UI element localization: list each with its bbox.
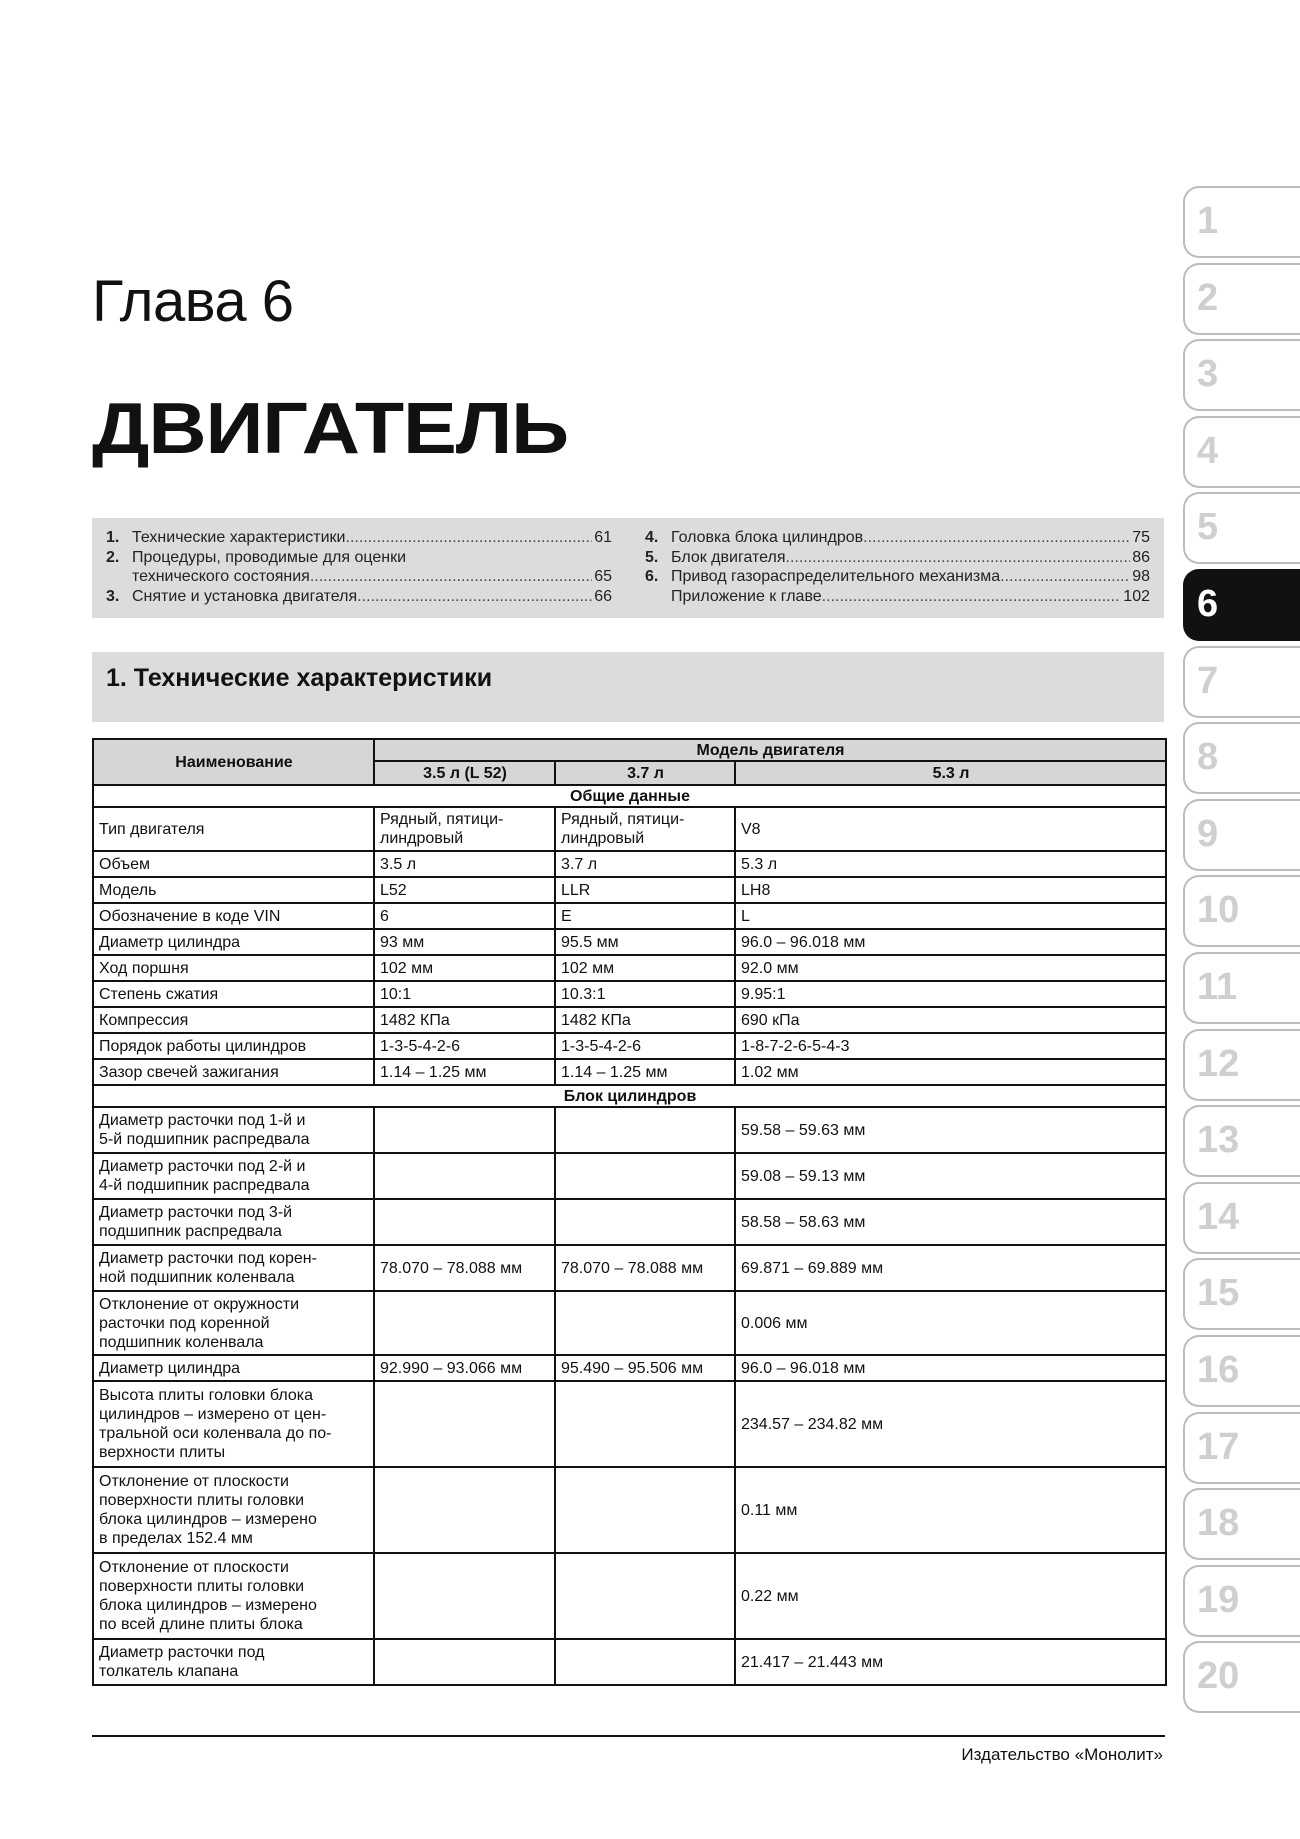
param-value: 10.3:1 — [555, 981, 735, 1007]
param-value — [374, 1153, 555, 1199]
param-value — [555, 1467, 735, 1553]
toc-item[interactable] — [106, 528, 612, 548]
param-name: Отклонение от плоскости поверхности плиты головки блока цилиндров – измерено по всей длине плиты блока — [93, 1553, 374, 1639]
toc-page-number: 86 — [1132, 548, 1150, 566]
chapter-tab-label: 20 — [1197, 1655, 1240, 1698]
header-model: 3.5 л (L 52) — [374, 761, 555, 785]
chapter-tab-18[interactable] — [1183, 1488, 1300, 1560]
table-row — [93, 1381, 1166, 1467]
param-name: Зазор свечей зажигания — [93, 1059, 374, 1085]
header-name: Наименование — [93, 739, 374, 785]
param-name: Объем — [93, 851, 374, 877]
chapter-tab-label: 12 — [1197, 1042, 1240, 1085]
chapter-tab-12[interactable] — [1183, 1029, 1300, 1101]
chapter-title: ДВИГАТЕЛЬ — [92, 389, 569, 469]
chapter-tab-8[interactable] — [1183, 722, 1300, 794]
table-row — [93, 1291, 1166, 1355]
param-value: 59.08 – 59.13 мм — [735, 1153, 1166, 1199]
param-value: 1482 КПа — [374, 1007, 555, 1033]
param-value: 69.871 – 69.889 мм — [735, 1245, 1166, 1291]
param-value: E — [555, 903, 735, 929]
toc-entry — [671, 587, 1150, 607]
chapter-tab-label: 16 — [1197, 1349, 1240, 1391]
chapter-tab-3[interactable] — [1183, 339, 1300, 411]
chapter-tab-11[interactable] — [1183, 952, 1300, 1024]
toc-item[interactable] — [645, 587, 1150, 607]
chapter-tab-13[interactable] — [1183, 1105, 1300, 1177]
param-name: Диаметр расточки под 3-й подшипник распредвала — [93, 1199, 374, 1245]
param-value — [374, 1381, 555, 1467]
toc-number: 3. — [106, 587, 120, 605]
chapter-tab-14[interactable] — [1183, 1182, 1300, 1254]
table-row — [93, 1553, 1166, 1639]
param-name: Компрессия — [93, 1007, 374, 1033]
table-of-contents — [92, 518, 1164, 618]
param-value: 690 кПа — [735, 1007, 1166, 1033]
table-row — [93, 1059, 1166, 1085]
toc-page-number: 65 — [594, 568, 612, 585]
chapter-tab-label: 13 — [1197, 1119, 1240, 1162]
chapter-tab-5[interactable] — [1183, 492, 1300, 564]
chapter-tab-label: 6 — [1197, 583, 1219, 625]
param-value: L — [735, 903, 1166, 929]
chapter-tab-label: 3 — [1197, 353, 1219, 396]
toc-number: 4. — [645, 529, 659, 546]
chapter-tab-16[interactable] — [1183, 1335, 1300, 1407]
chapter-tab-label: 15 — [1197, 1272, 1240, 1315]
param-value: 0.006 мм — [735, 1291, 1166, 1355]
toc-item[interactable] — [645, 548, 1150, 568]
param-name: Модель — [93, 877, 374, 903]
table-row — [93, 1467, 1166, 1553]
table-row — [93, 1355, 1166, 1381]
toc-item[interactable] — [645, 567, 1150, 587]
toc-leader-dots — [310, 567, 592, 587]
param-value — [374, 1467, 555, 1553]
toc-entry-text: Привод газораспределительного механизма — [671, 568, 1001, 585]
table-group-row — [93, 785, 1166, 807]
toc-entry-text: Технические характеристики — [132, 529, 346, 546]
table-row — [93, 1639, 1166, 1685]
chapter-tab-1[interactable] — [1183, 186, 1300, 258]
table-group-title: Общие данные — [93, 785, 1166, 807]
toc-item[interactable] — [106, 567, 612, 587]
table-row — [93, 1007, 1166, 1033]
chapter-tab-19[interactable] — [1183, 1565, 1300, 1637]
param-value: 58.58 – 58.63 мм — [735, 1199, 1166, 1245]
chapter-tab-label: 4 — [1197, 429, 1219, 472]
toc-entry-text: технического состояния — [132, 568, 310, 585]
section-heading — [92, 652, 1164, 722]
param-value: 1.02 мм — [735, 1059, 1166, 1085]
param-value: 1482 КПа — [555, 1007, 735, 1033]
toc-entry — [671, 548, 1150, 568]
toc-column-right — [645, 528, 1150, 606]
chapter-tab-label: 2 — [1197, 276, 1219, 319]
param-name: Отклонение от окружности расточки под коренной подшипник коленвала — [93, 1291, 374, 1355]
param-name: Диаметр расточки под толкатель клапана — [93, 1639, 374, 1685]
chapter-tab-6[interactable] — [1183, 569, 1300, 641]
param-value: 96.0 – 96.018 мм — [735, 1355, 1166, 1381]
toc-leader-dots — [863, 528, 1130, 548]
param-value: 1-3-5-4-2-6 — [374, 1033, 555, 1059]
table-group-row — [93, 1085, 1166, 1107]
param-value: 102 мм — [374, 955, 555, 981]
param-value — [555, 1107, 735, 1153]
param-name: Диаметр расточки под корен- ной подшипник коленвала — [93, 1245, 374, 1291]
param-value — [555, 1153, 735, 1199]
toc-number: 2. — [106, 548, 120, 566]
param-value: 6 — [374, 903, 555, 929]
table-group-title: Блок цилиндров — [93, 1085, 1166, 1107]
chapter-tab-label: 5 — [1197, 506, 1219, 549]
chapter-tab-label: 17 — [1197, 1425, 1240, 1468]
param-value: L52 — [374, 877, 555, 903]
param-name: Диаметр расточки под 1-й и 5-й подшипник распредвала — [93, 1107, 374, 1153]
table-row — [93, 1199, 1166, 1245]
table-row — [93, 807, 1166, 851]
toc-page-number: 61 — [594, 529, 612, 546]
spec-table-body — [93, 785, 1166, 1685]
param-name: Диаметр цилиндра — [93, 929, 374, 955]
param-value — [555, 1553, 735, 1639]
toc-entry-text: Приложение к главе — [671, 587, 822, 605]
param-name: Отклонение от плоскости поверхности плиты головки блока цилиндров – измерено в пределах 152.4 мм — [93, 1467, 374, 1553]
param-value: 78.070 – 78.088 мм — [374, 1245, 555, 1291]
chapter-tab-20[interactable] — [1183, 1641, 1300, 1713]
toc-entry — [132, 528, 612, 548]
chapter-tab-label: 9 — [1197, 812, 1219, 855]
table-row — [93, 1153, 1166, 1199]
table-row — [93, 1245, 1166, 1291]
param-value: 96.0 – 96.018 мм — [735, 929, 1166, 955]
publisher: Издательство «Монолит» — [961, 1745, 1163, 1764]
param-value: 10:1 — [374, 981, 555, 1007]
header-model: 3.7 л — [555, 761, 735, 785]
chapter-tab-2[interactable] — [1183, 263, 1300, 335]
header-model: 5.3 л — [735, 761, 1166, 785]
param-name: Диаметр цилиндра — [93, 1355, 374, 1381]
toc-column-left — [106, 528, 612, 606]
chapter-tab-label: 18 — [1197, 1502, 1240, 1545]
chapter-tab-label: 1 — [1197, 200, 1219, 242]
table-row — [93, 981, 1166, 1007]
param-value: 234.57 – 234.82 мм — [735, 1381, 1166, 1467]
toc-entry-text: Снятие и установка двигателя — [132, 587, 358, 605]
param-value: 78.070 – 78.088 мм — [555, 1245, 735, 1291]
chapter-tab-label: 10 — [1197, 889, 1240, 932]
chapter-tab-15[interactable] — [1183, 1258, 1300, 1330]
param-value: 5.3 л — [735, 851, 1166, 877]
table-row — [93, 903, 1166, 929]
param-value: 1.14 – 1.25 мм — [374, 1059, 555, 1085]
toc-leader-dots — [1000, 567, 1130, 587]
param-value: Рядный, пятици- линдровый — [374, 807, 555, 851]
param-value: 102 мм — [555, 955, 735, 981]
chapter-tab-label: 14 — [1197, 1195, 1240, 1238]
param-value: 0.22 мм — [735, 1553, 1166, 1639]
toc-entry — [132, 567, 612, 587]
toc-page-number: 66 — [594, 587, 612, 605]
param-name: Порядок работы цилиндров — [93, 1033, 374, 1059]
param-name: Ход поршня — [93, 955, 374, 981]
chapter-tab-9[interactable] — [1183, 799, 1300, 871]
param-value: LH8 — [735, 877, 1166, 903]
toc-number: 6. — [645, 568, 659, 585]
toc-leader-dots — [357, 587, 592, 607]
toc-entry — [671, 528, 1150, 548]
footer-divider — [92, 1735, 1165, 1737]
section-title: 1. Технические характеристики — [106, 664, 493, 692]
param-value — [555, 1639, 735, 1685]
param-value — [374, 1199, 555, 1245]
chapter-label: Глава 6 — [92, 269, 294, 334]
param-name: Тип двигателя — [93, 807, 374, 851]
param-value: 1-8-7-2-6-5-4-3 — [735, 1033, 1166, 1059]
param-value: 21.417 – 21.443 мм — [735, 1639, 1166, 1685]
toc-page-number: 98 — [1132, 568, 1150, 585]
param-value — [374, 1291, 555, 1355]
toc-entry — [671, 567, 1150, 587]
table-row — [93, 955, 1166, 981]
toc-page-number: 102 — [1123, 587, 1150, 605]
toc-leader-dots — [822, 587, 1122, 607]
toc-item[interactable] — [106, 548, 612, 568]
chapter-tab-17[interactable] — [1183, 1412, 1300, 1484]
param-value: 95.5 мм — [555, 929, 735, 955]
param-value: 3.7 л — [555, 851, 735, 877]
param-value: 59.58 – 59.63 мм — [735, 1107, 1166, 1153]
chapter-tab-label: 11 — [1197, 966, 1238, 1008]
toc-page-number: 75 — [1132, 529, 1150, 546]
table-row — [93, 851, 1166, 877]
param-name: Высота плиты головки блока цилиндров – измерено от цен- тральной оси коленвала до по- верхности плиты — [93, 1381, 374, 1467]
toc-entry-text: Процедуры, проводимые для оценки — [132, 548, 407, 566]
toc-entry — [132, 548, 612, 568]
table-row — [93, 929, 1166, 955]
header-model-group: Модель двигателя — [374, 739, 1166, 761]
table-row — [93, 877, 1166, 903]
param-value: 92.990 – 93.066 мм — [374, 1355, 555, 1381]
param-value — [555, 1291, 735, 1355]
param-value — [555, 1199, 735, 1245]
toc-number: 1. — [106, 529, 120, 546]
param-value: V8 — [735, 807, 1166, 851]
toc-leader-dots — [346, 528, 593, 548]
toc-item[interactable] — [645, 528, 1150, 548]
toc-entry-text: Головка блока цилиндров — [671, 529, 864, 546]
param-value: 1.14 – 1.25 мм — [555, 1059, 735, 1085]
param-value: 3.5 л — [374, 851, 555, 877]
chapter-tab-7[interactable] — [1183, 646, 1300, 718]
param-value — [374, 1553, 555, 1639]
toc-entry — [132, 587, 612, 607]
toc-leader-dots — [786, 548, 1131, 568]
toc-entry-text: Блок двигателя — [671, 548, 786, 566]
param-value: LLR — [555, 877, 735, 903]
param-value — [555, 1381, 735, 1467]
param-value — [374, 1107, 555, 1153]
chapter-tab-label: 7 — [1197, 659, 1219, 702]
param-name: Диаметр расточки под 2-й и 4-й подшипник распредвала — [93, 1153, 374, 1199]
param-name: Степень сжатия — [93, 981, 374, 1007]
chapter-tab-10[interactable] — [1183, 875, 1300, 947]
param-value: 92.0 мм — [735, 955, 1166, 981]
toc-item[interactable] — [106, 587, 612, 607]
param-value: 9.95:1 — [735, 981, 1166, 1007]
table-row — [93, 1107, 1166, 1153]
param-value: 95.490 – 95.506 мм — [555, 1355, 735, 1381]
param-value: 1-3-5-4-2-6 — [555, 1033, 735, 1059]
param-name: Обозначение в коде VIN — [93, 903, 374, 929]
chapter-tab-label: 8 — [1197, 736, 1219, 779]
param-value: 0.11 мм — [735, 1467, 1166, 1553]
spec-table — [92, 738, 1167, 1686]
chapter-tab-label: 19 — [1197, 1578, 1240, 1621]
param-value: Рядный, пятици- линдровый — [555, 807, 735, 851]
table-row — [93, 1033, 1166, 1059]
chapter-tab-4[interactable] — [1183, 416, 1300, 488]
param-value: 93 мм — [374, 929, 555, 955]
toc-number: 5. — [645, 548, 659, 566]
param-value — [374, 1639, 555, 1685]
